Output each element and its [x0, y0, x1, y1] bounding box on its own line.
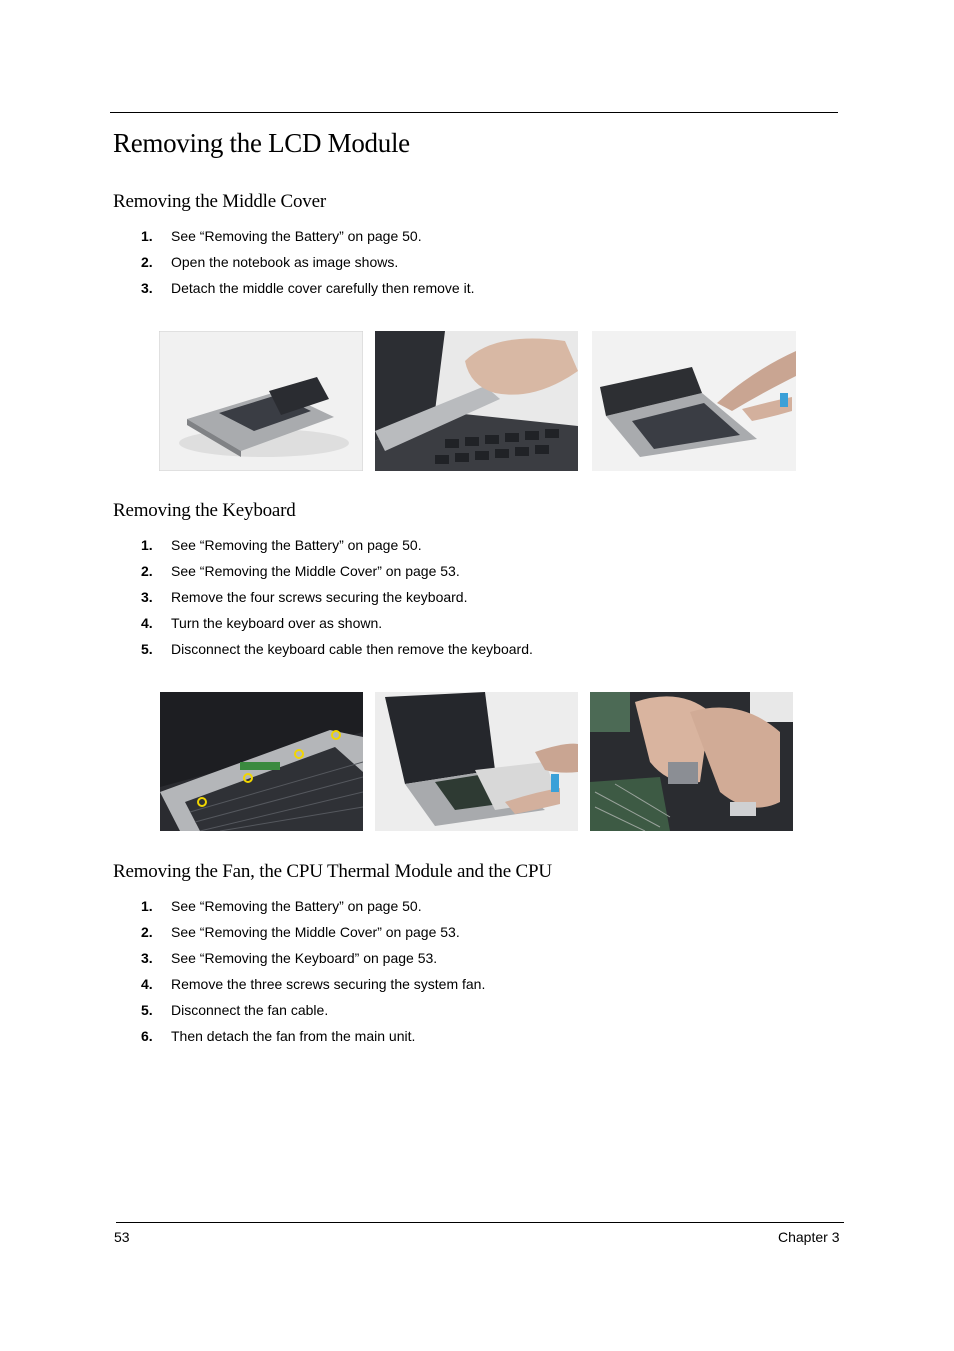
footer-rule: [116, 1222, 844, 1223]
list-item: 1. See “Removing the Battery” on page 50.: [141, 537, 422, 553]
page-title: Removing the LCD Module: [113, 128, 410, 158]
list-item: 5. Disconnect the fan cable.: [141, 1002, 329, 1018]
photo-keyboard-cable: [590, 692, 793, 831]
list-item: 3. See “Removing the Keyboard” on page 53.: [141, 950, 438, 966]
photo-keyboard-screws: [160, 692, 363, 831]
photo-middle-cover-detach: [375, 331, 578, 471]
list-item: 1. See “Removing the Battery” on page 50.: [141, 228, 422, 244]
photo-keyboard-turned-over: [375, 692, 578, 831]
section-heading-keyboard: Removing the Keyboard: [113, 500, 296, 521]
steps-fan-cpu: [0, 898, 954, 1054]
list-item: 2. See “Removing the Middle Cover” on page 53.: [141, 924, 460, 940]
list-item: 2. See “Removing the Middle Cover” on page 53.: [141, 563, 460, 579]
list-item: 4. Turn the keyboard over as shown.: [141, 615, 383, 631]
page-number: 53: [114, 1229, 130, 1245]
list-item: 3. Remove the four screws securing the keyboard.: [141, 589, 468, 605]
steps-middle-cover: [0, 228, 954, 306]
photo-notebook-open: [159, 331, 363, 471]
section-heading-middle-cover: Removing the Middle Cover: [113, 191, 326, 212]
section-heading-fan-cpu: Removing the Fan, the CPU Thermal Module and the CPU: [113, 861, 552, 882]
photo-cover-removed: [592, 331, 796, 471]
list-item: 3. Detach the middle cover carefully then remove it.: [141, 280, 475, 296]
steps-keyboard: [0, 537, 954, 667]
list-item: 1. See “Removing the Battery” on page 50.: [141, 898, 422, 914]
list-item: 4. Remove the three screws securing the system fan.: [141, 976, 486, 992]
list-item: 2. Open the notebook as image shows.: [141, 254, 399, 270]
chapter-label: Chapter 3: [778, 1229, 840, 1245]
list-item: 5. Disconnect the keyboard cable then remove the keyboard.: [141, 641, 533, 657]
list-item: 6. Then detach the fan from the main unit.: [141, 1028, 416, 1044]
header-rule: [110, 112, 838, 113]
